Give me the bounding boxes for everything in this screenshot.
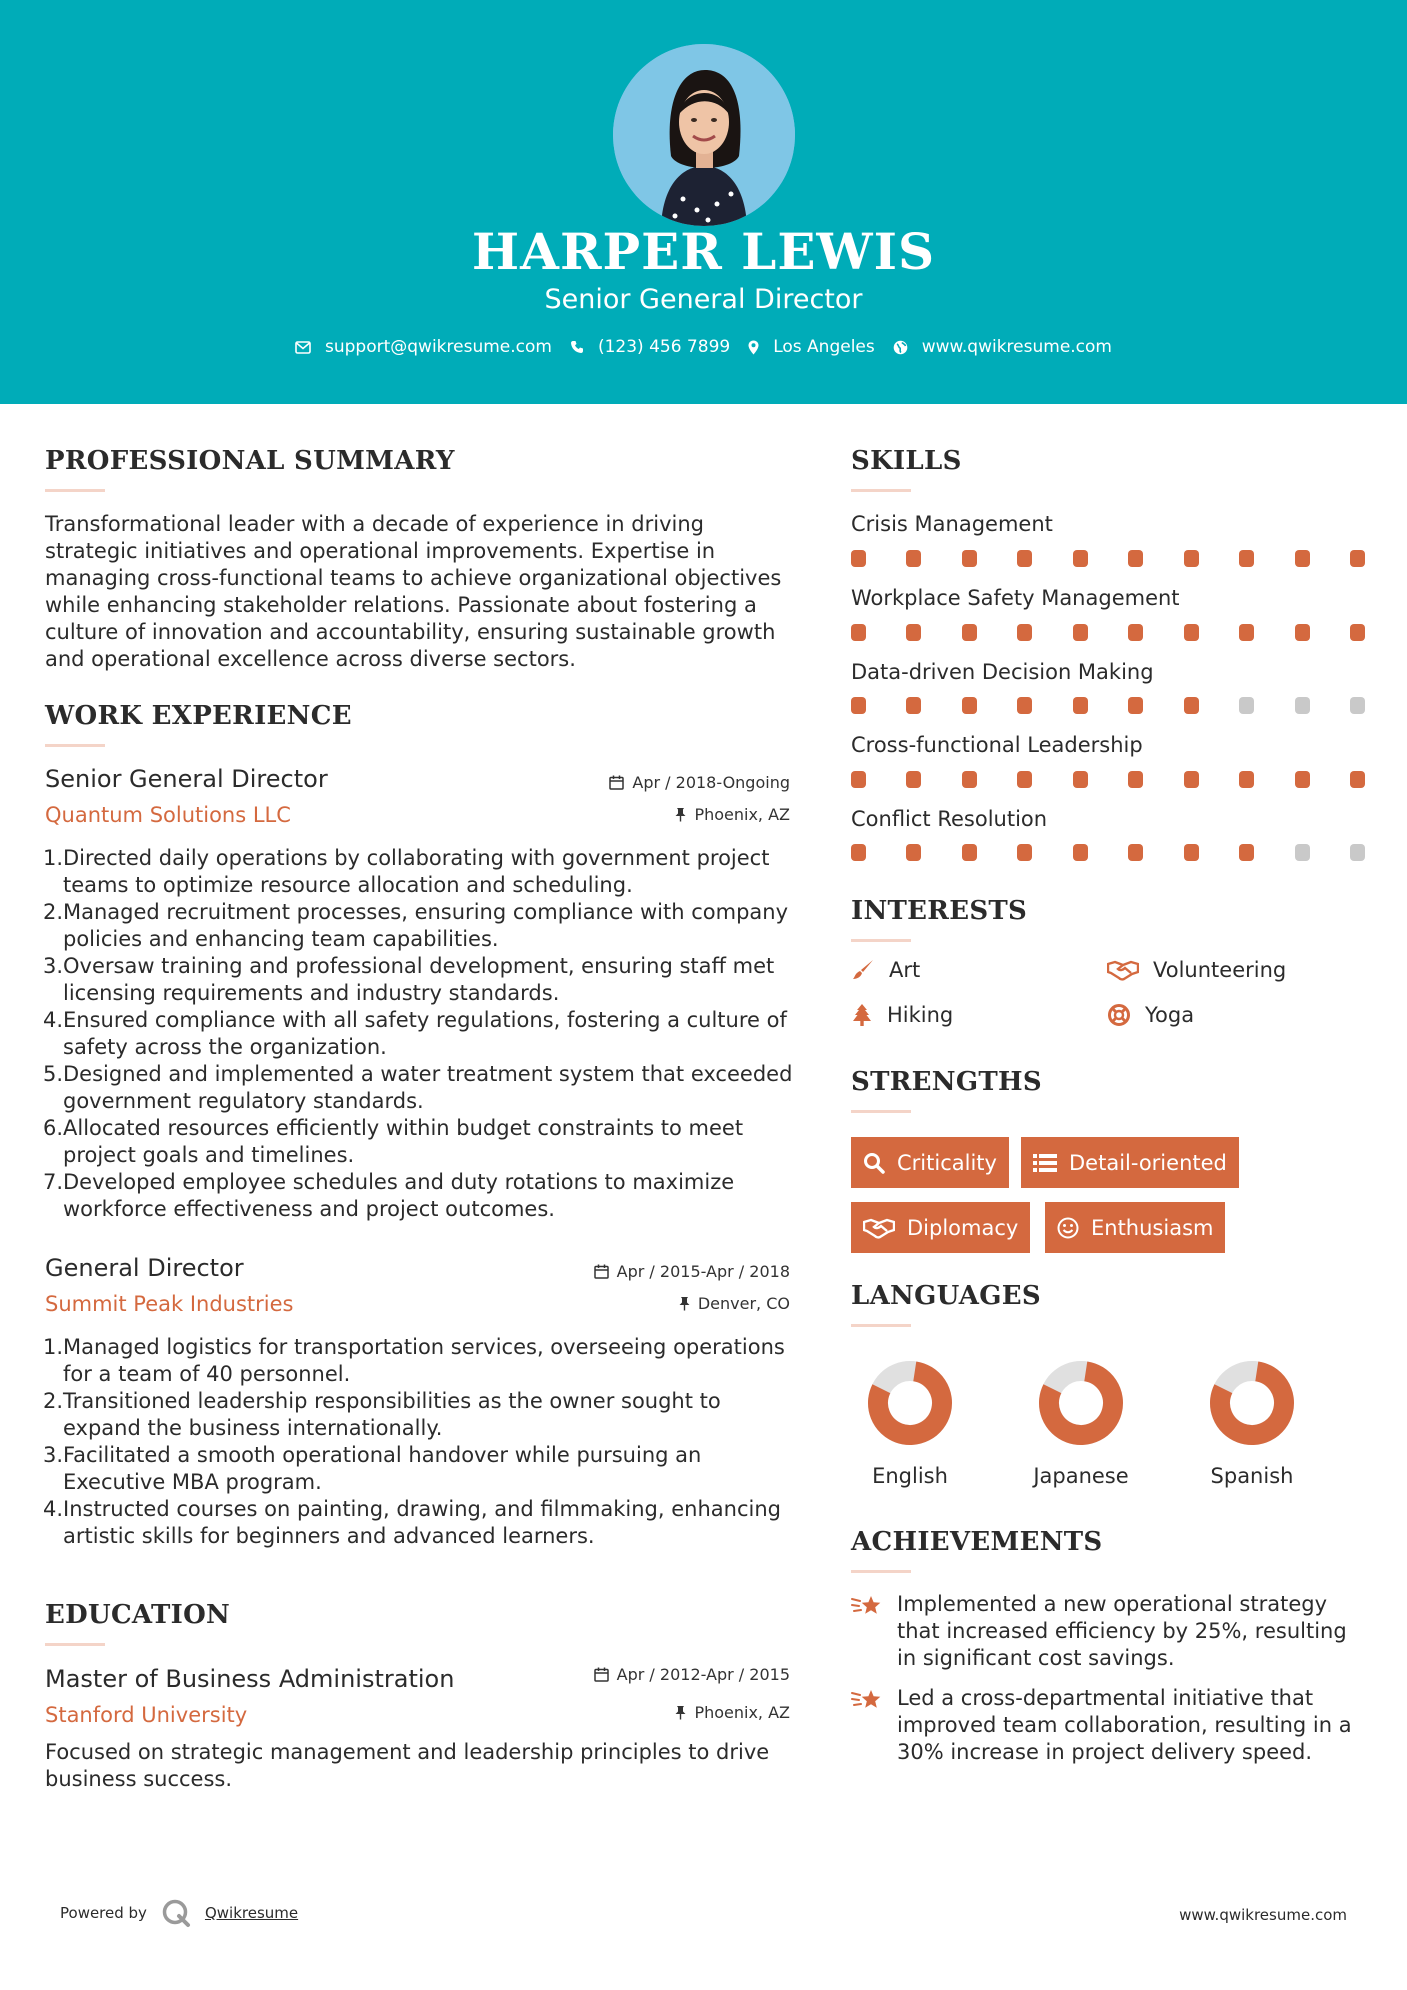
- shooting-star-icon: [851, 1687, 883, 1713]
- skill-rating: [851, 697, 1365, 715]
- search-icon: [863, 1152, 885, 1174]
- skill-dot-filled: [906, 771, 921, 788]
- summary-heading: PROFESSIONAL SUMMARY: [45, 446, 455, 476]
- candidate-name: HARPER LEWIS: [471, 222, 936, 281]
- skill-dot-filled: [1128, 771, 1143, 788]
- footer-website[interactable]: www.qwikresume.com: [1179, 1906, 1347, 1924]
- list-item: 5. Designed and implemented a water treatment system that exceeded government regulatory standards.: [43, 1062, 793, 1113]
- strength-label: Enthusiasm: [1091, 1215, 1214, 1240]
- location-text: Los Angeles: [773, 337, 875, 357]
- duty-text: Developed employee schedules and duty rotations to maximize workforce effectiveness and project outcomes.: [63, 1170, 735, 1221]
- skill-dot-filled: [1239, 844, 1254, 861]
- languages-divider: [851, 1324, 911, 1327]
- shooting-star-icon: [851, 1593, 883, 1619]
- handshake-icon: [863, 1217, 895, 1239]
- handshake-icon: [1107, 959, 1139, 981]
- job-title: General Director: [45, 1254, 244, 1282]
- contact-email[interactable]: [295, 337, 552, 357]
- skill-dot-filled: [851, 844, 866, 861]
- education-divider: [45, 1643, 105, 1646]
- calendar-icon: [594, 1667, 609, 1682]
- skill-dot-filled: [1017, 697, 1032, 714]
- interests-divider: [851, 939, 911, 942]
- interest-label: Volunteering: [1153, 958, 1287, 982]
- interest-label: Hiking: [887, 1003, 954, 1027]
- skill-dot-filled: [1184, 771, 1199, 788]
- job-dates-text: Apr / 2015-Apr / 2018: [616, 1262, 790, 1281]
- education-heading: EDUCATION: [45, 1600, 231, 1630]
- pushpin-icon: [675, 1705, 686, 1720]
- contact-phone[interactable]: [570, 337, 730, 357]
- skills-divider: [851, 489, 911, 492]
- summary-text: Transformational leader with a decade of experience in driving strategic initiatives and operational improvements. Expertise in managing cross-functional teams to achieve organizational objectives while enhancing stakeholder relations. Passionate about fostering a culture of innovation and accountability, ensuring sustainable growth and operational excellence across diverse sectors.: [45, 512, 782, 671]
- list-item: 3. Facilitated a smooth operational handover while pursuing an Executive MBA program.: [43, 1443, 702, 1494]
- skill-dot-filled: [1128, 844, 1143, 861]
- skill-dot-filled: [1350, 624, 1365, 641]
- education-location: [675, 1703, 790, 1722]
- interest-label: Art: [889, 958, 921, 982]
- list-item: 7. Developed employee schedules and duty rotations to maximize workforce effectiveness and project outcomes.: [43, 1170, 735, 1221]
- globe-icon: [893, 340, 908, 355]
- language-item: [1006, 1360, 1156, 1488]
- calendar-icon: [594, 1264, 609, 1279]
- skill-dot-filled: [1128, 624, 1143, 641]
- pushpin-icon: [675, 807, 686, 822]
- strengths-divider: [851, 1110, 911, 1113]
- paintbrush-icon: [851, 958, 875, 982]
- language-label: Spanish: [1210, 1464, 1294, 1488]
- job-company: Summit Peak Industries: [45, 1292, 294, 1316]
- strength-badge: [1021, 1137, 1239, 1188]
- calendar-icon: [609, 775, 624, 790]
- school-name: Stanford University: [45, 1703, 248, 1727]
- skill-dot-filled: [1073, 624, 1088, 641]
- job-dates-text: Apr / 2018-Ongoing: [632, 773, 790, 792]
- list-item: 1. Directed daily operations by collaborating with government project teams to optimize resource allocation and scheduling.: [43, 846, 770, 897]
- skill-dot-filled: [1184, 697, 1199, 714]
- skill-dot-filled: [962, 697, 977, 714]
- skill-name: Cross-functional Leadership: [851, 733, 1143, 757]
- smile-icon: [1057, 1217, 1079, 1239]
- skill-dot-filled: [906, 624, 921, 641]
- job-dates: [609, 773, 790, 792]
- language-proficiency-ring: [867, 1360, 953, 1446]
- strength-label: Diplomacy: [907, 1215, 1019, 1240]
- header-banner: [0, 0, 1407, 404]
- skill-dot-filled: [1073, 697, 1088, 714]
- duty-text: Instructed courses on painting, drawing, and filmmaking, enhancing artistic skills for beginners and advanced learners.: [63, 1497, 781, 1548]
- experience-heading: WORK EXPERIENCE: [45, 701, 352, 731]
- degree-title: Master of Business Administration: [45, 1665, 455, 1693]
- interest-item: [1107, 958, 1286, 982]
- footer-branding: [60, 1898, 298, 1928]
- skill-dot-filled: [1239, 771, 1254, 788]
- duty-text: Facilitated a smooth operational handover while pursuing an Executive MBA program.: [63, 1443, 702, 1494]
- language-label: Japanese: [1033, 1464, 1129, 1488]
- skill-rating: [851, 844, 1365, 862]
- skill-dot-filled: [1295, 771, 1310, 788]
- skill-name: Data-driven Decision Making: [851, 660, 1154, 684]
- education-location-text: Phoenix, AZ: [694, 1703, 790, 1722]
- lifering-icon: [1107, 1003, 1131, 1027]
- skill-dot-filled: [1295, 550, 1310, 567]
- qwikresume-link[interactable]: Qwikresume: [204, 1904, 299, 1922]
- tree-icon: [851, 1003, 873, 1027]
- skill-dot-filled: [1017, 771, 1032, 788]
- interest-label: Yoga: [1145, 1003, 1195, 1027]
- skill-dot-filled: [851, 697, 866, 714]
- skill-rating: [851, 771, 1365, 789]
- skill-dot-filled: [1184, 550, 1199, 567]
- duty-text: Directed daily operations by collaborating with government project teams to optimize resource allocation and scheduling.: [63, 846, 770, 897]
- map-pin-icon: [748, 340, 759, 355]
- skill-dot-filled: [1017, 624, 1032, 641]
- skill-name: Conflict Resolution: [851, 807, 1048, 831]
- strength-badge: [851, 1137, 1009, 1188]
- skill-dot-filled: [906, 697, 921, 714]
- job-location: [675, 805, 790, 824]
- duty-text: Allocated resources efficiently within budget constraints to meet project goals and timelines.: [63, 1116, 744, 1167]
- duty-text: Managed recruitment processes, ensuring compliance with company policies and enhancing team capabilities.: [63, 900, 789, 951]
- skill-dot-empty: [1295, 844, 1310, 861]
- job-location-text: Phoenix, AZ: [694, 805, 790, 824]
- list-item: 6. Allocated resources efficiently within budget constraints to meet project goals and timelines.: [43, 1116, 744, 1167]
- interest-item: [851, 1003, 953, 1027]
- achievement-text: Led a cross-departmental initiative that improved team collaboration, resulting in a 30% increase in project delivery speed.: [897, 1686, 1352, 1764]
- language-proficiency-ring: [1209, 1360, 1295, 1446]
- achievement-text: Implemented a new operational strategy that increased efficiency by 25%, resulting in significant cost savings.: [897, 1592, 1347, 1670]
- job-duties-list: [45, 1334, 795, 1550]
- skill-dot-filled: [906, 844, 921, 861]
- skill-dot-filled: [851, 624, 866, 641]
- skill-dot-filled: [1239, 550, 1254, 567]
- skills-heading: SKILLS: [851, 446, 962, 476]
- summary-divider: [45, 489, 105, 492]
- list-icon: [1033, 1153, 1057, 1173]
- contact-location: [748, 337, 875, 357]
- skill-dot-filled: [1073, 844, 1088, 861]
- list-item: 2. Transitioned leadership responsibilities as the owner sought to expand the business internationally.: [43, 1389, 721, 1440]
- job-dates: [594, 1262, 790, 1281]
- skill-dot-filled: [1239, 624, 1254, 641]
- email-text: support@qwikresume.com: [325, 337, 552, 357]
- job-company: Quantum Solutions LLC: [45, 803, 291, 827]
- skill-dot-empty: [1350, 844, 1365, 861]
- duty-text: Transitioned leadership responsibilities as the owner sought to expand the business internationally.: [63, 1389, 721, 1440]
- interests-heading: INTERESTS: [851, 896, 1028, 926]
- profile-photo: [613, 44, 795, 226]
- candidate-title: Senior General Director: [544, 284, 863, 315]
- skill-dot-filled: [962, 771, 977, 788]
- list-item: 4. Instructed courses on painting, drawing, and filmmaking, enhancing artistic skills for beginners and advanced learners.: [43, 1497, 781, 1548]
- website-text: www.qwikresume.com: [921, 337, 1112, 357]
- strengths-heading: STRENGTHS: [851, 1067, 1042, 1097]
- job-title: Senior General Director: [45, 765, 328, 793]
- duty-text: Managed logistics for transportation services, overseeing operations for a team of 40 personnel.: [63, 1335, 785, 1386]
- contact-website[interactable]: [893, 337, 1112, 357]
- job-location: [679, 1294, 790, 1313]
- skill-dot-filled: [962, 844, 977, 861]
- job-duties-list: [45, 845, 795, 1223]
- list-item: 3. Oversaw training and professional development, ensuring staff met licensing requirements and industry standards.: [43, 954, 775, 1005]
- skill-dot-filled: [1017, 550, 1032, 567]
- skill-dot-filled: [1073, 771, 1088, 788]
- language-proficiency-ring: [1038, 1360, 1124, 1446]
- skill-dot-filled: [1350, 550, 1365, 567]
- envelope-icon: [295, 341, 311, 354]
- language-item: [1177, 1360, 1327, 1488]
- education-description: Focused on strategic management and leadership principles to drive business success.: [45, 1740, 770, 1791]
- skill-name: Workplace Safety Management: [851, 586, 1180, 610]
- achievement-item: [851, 1591, 1371, 1672]
- languages-heading: LANGUAGES: [851, 1281, 1041, 1311]
- pushpin-icon: [679, 1296, 690, 1311]
- duty-text: Ensured compliance with all safety regulations, fostering a culture of safety across the organization.: [63, 1008, 787, 1059]
- skill-dot-empty: [1295, 697, 1310, 714]
- skill-dot-filled: [1073, 550, 1088, 567]
- list-item: 1. Managed logistics for transportation services, overseeing operations for a team of 40 personnel.: [43, 1335, 785, 1386]
- skill-dot-filled: [1184, 624, 1199, 641]
- skill-name: Crisis Management: [851, 512, 1053, 536]
- list-item: 2. Managed recruitment processes, ensuring compliance with company policies and enhancing team capabilities.: [43, 900, 789, 951]
- education-dates: [594, 1665, 790, 1684]
- education-dates-text: Apr / 2012-Apr / 2015: [616, 1665, 790, 1684]
- experience-divider: [45, 744, 105, 747]
- skill-dot-filled: [962, 550, 977, 567]
- powered-by-text: Powered by: [60, 1904, 147, 1922]
- skill-dot-empty: [1239, 697, 1254, 714]
- achievements-heading: ACHIEVEMENTS: [851, 1527, 1103, 1557]
- contact-bar: [0, 337, 1407, 357]
- strength-badge: [851, 1202, 1030, 1253]
- achievements-divider: [851, 1570, 911, 1573]
- skill-dot-filled: [1128, 550, 1143, 567]
- phone-icon: [570, 340, 584, 354]
- language-item: [835, 1360, 985, 1488]
- qwikresume-logo-icon: [161, 1898, 191, 1928]
- phone-text: (123) 456 7899: [597, 337, 731, 357]
- skill-rating: [851, 624, 1365, 642]
- duty-text: Oversaw training and professional development, ensuring staff met licensing requirements and industry standards.: [63, 954, 775, 1005]
- skill-dot-filled: [962, 624, 977, 641]
- skill-dot-empty: [1350, 697, 1365, 714]
- skill-dot-filled: [1295, 624, 1310, 641]
- skill-dot-filled: [851, 771, 866, 788]
- list-item: 4. Ensured compliance with all safety regulations, fostering a culture of safety across the organization.: [43, 1008, 787, 1059]
- interest-item: [1107, 1003, 1194, 1027]
- skill-dot-filled: [1350, 771, 1365, 788]
- achievement-item: [851, 1685, 1371, 1766]
- skill-dot-filled: [1128, 697, 1143, 714]
- strength-label: Detail-oriented: [1069, 1150, 1227, 1175]
- duty-text: Designed and implemented a water treatment system that exceeded government regulatory standards.: [63, 1062, 793, 1113]
- skill-dot-filled: [1017, 844, 1032, 861]
- skill-dot-filled: [1184, 844, 1199, 861]
- skill-rating: [851, 550, 1365, 568]
- strength-label: Criticality: [897, 1150, 997, 1175]
- job-location-text: Denver, CO: [697, 1294, 790, 1313]
- interest-item: [851, 958, 920, 982]
- strength-badge: [1045, 1202, 1225, 1253]
- skill-dot-filled: [906, 550, 921, 567]
- skill-dot-filled: [851, 550, 866, 567]
- language-label: English: [872, 1464, 948, 1488]
